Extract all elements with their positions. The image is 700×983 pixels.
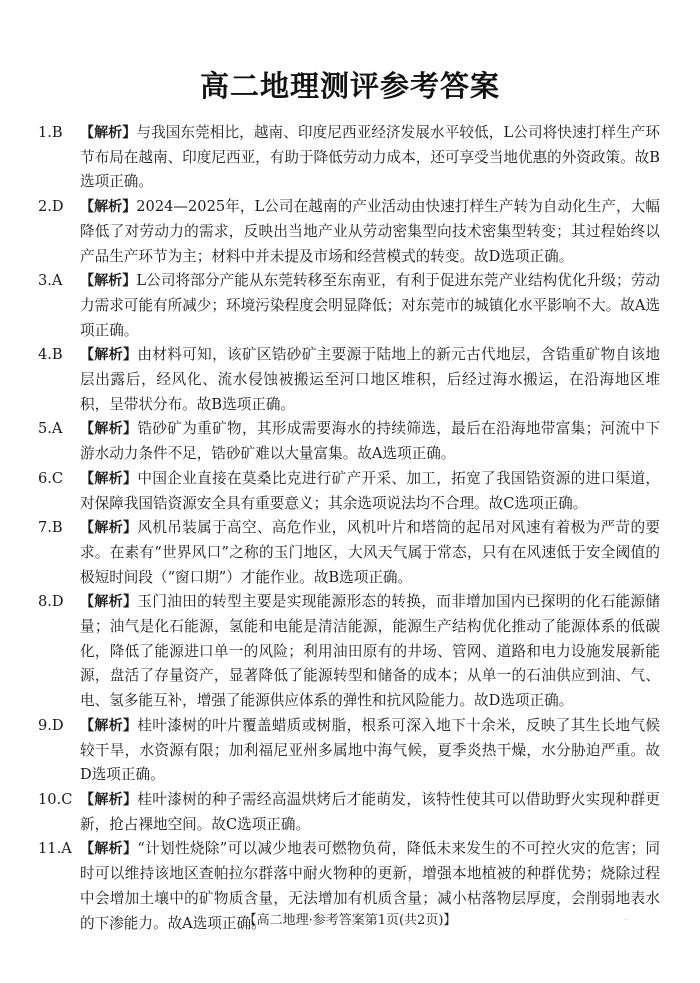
answer-item <box>38 590 660 714</box>
answer-item <box>38 121 660 195</box>
analysis-tag: 【解析】 <box>80 199 137 216</box>
answer-item <box>38 467 660 516</box>
answer-item <box>38 343 660 417</box>
answer-text: 玉门油田的转型主要是实现能源形态的转换，而非增加国内已探明的化石能源储量；油气是化石能源，氢能和电能是清洁能源，能源生产结构优化推动了能源体系的低碳化，降低了能源进口单一的风险；利用油田原有的井场、管网、道路和电力设施发展新能源，盘活了存量资产，显著降低了能源转型和储备的成本；从单一的石油供应到油、气、电、氢多能互补，增强了能源供应体系的弹性和抗风险能力。故D选项正确。 <box>80 593 660 710</box>
corner-mark: ·· <box>624 917 628 924</box>
analysis-tag: 【解析】 <box>80 841 138 858</box>
answer-text: L公司将部分产能从东莞转移至东南亚，有利于促进东莞产业结构优化升级；劳动力需求可能有所减少；环境污染程度会明显降低；对东莞市的城镇化水平影响不大。故A选项正确。 <box>80 272 661 339</box>
answer-text: 风机吊装属于高空、高危作业，风机叶片和塔筒的起吊对风速有着极为严苛的要求。在素有“世界风口”之称的玉门地区，大风天气属于常态，只有在风速低于安全阈值的极短时间段（“窗口期”）才能作业。故B选项正确。 <box>80 519 660 586</box>
answer-text: 锆砂矿为重矿物，其形成需要海水的持续筛选，最后在沿海地带富集；河流中下游水动力条件不足，锆砂矿难以大量富集。故A选项正确。 <box>80 420 660 463</box>
answer-number: 4.B <box>38 346 63 364</box>
analysis-tag: 【解析】 <box>80 421 138 438</box>
answer-item <box>38 714 660 788</box>
answer-number: 7.B <box>38 519 63 537</box>
page-footer: 【高二地理·参考答案第1页(共2页)】 <box>243 913 457 928</box>
answer-item <box>38 269 660 343</box>
analysis-tag: 【解析】 <box>80 594 138 611</box>
answer-text: 2024—2025年，L公司在越南的产业活动由快速打样生产转为自动化生产，大幅降低了对劳动力的需求，反映出当地产业从劳动密集型向技术密集型转变；其过程始终以产品生产环节为主；材料中并未提及市场和经营模式的转变。故D选项正确。 <box>80 198 660 265</box>
answer-number: 1.B <box>38 124 63 141</box>
answer-number: 8.D <box>38 593 64 611</box>
answer-number: 11.A <box>38 840 72 858</box>
answer-number: 10.C <box>38 790 73 808</box>
answer-number: 5.A <box>38 420 63 438</box>
answer-item <box>38 195 660 269</box>
answer-text: 中国企业直接在莫桑比克进行矿产开采、加工，拓宽了我国锆资源的进口渠道，对保障我国锆资源安全具有重要意义；其余选项说法均不合理。故C选项正确。 <box>80 469 660 512</box>
answer-list <box>38 121 660 936</box>
analysis-tag: 【解析】 <box>80 717 138 734</box>
analysis-tag: 【解析】 <box>80 125 137 141</box>
answer-number: 3.A <box>38 272 63 290</box>
answer-item <box>38 788 660 837</box>
answer-text: 由材料可知，该矿区锆砂矿主要源于陆地上的新元古代地层，含锆重矿物自该地层出露后，经风化、流水侵蚀被搬运至河口地区堆积，后经过海水搬运，在沿海地区堆积，呈带状分布。故B选项正确。 <box>80 346 660 413</box>
analysis-tag: 【解析】 <box>80 347 138 364</box>
answer-text: “计划性烧除”可以减少地表可燃物负荷，降低未来发生的不可控火灾的危害；同时可以维持该地区查帕拉尔群落中耐火物种的更新，增强本地植被的种群优势；烧除过程中会增加土壤中的矿物质含量，无法增加有机质含量；减小枯落物层厚度，会削弱地表水的下渗能力。故A选项正确。 <box>80 840 660 932</box>
analysis-tag: 【解析】 <box>80 273 137 290</box>
answer-text: 桂叶漆树的种子需经高温烘烤后才能萌发，该特性使其可以借助野火实现种群更新，抢占裸地空间。故C选项正确。 <box>80 790 660 833</box>
page-title: 高二地理测评参考答案 <box>199 69 500 103</box>
analysis-tag: 【解析】 <box>80 791 138 808</box>
analysis-tag: 【解析】 <box>80 470 138 487</box>
answer-text: 与我国东莞相比，越南、印度尼西亚经济发展水平较低，L公司将快速打样生产环节布局在越南、印度尼西亚，有助于降低劳动力成本，还可享受当地优惠的外资政策。故B选项正确。 <box>80 124 661 191</box>
answer-item <box>38 417 660 466</box>
answer-item <box>38 516 660 590</box>
answer-number: 2.D <box>38 198 64 216</box>
analysis-tag: 【解析】 <box>80 520 138 537</box>
answer-number: 9.D <box>38 716 64 734</box>
answer-number: 6.C <box>38 469 64 487</box>
answer-text: 桂叶漆树的叶片覆盖蜡质或树脂，根系可深入地下十余米，反映了其生长地气候较干旱，水资源有限；加利福尼亚州多属地中海气候，夏季炎热干燥，水分胁迫严重。故D选项正确。 <box>80 716 660 784</box>
